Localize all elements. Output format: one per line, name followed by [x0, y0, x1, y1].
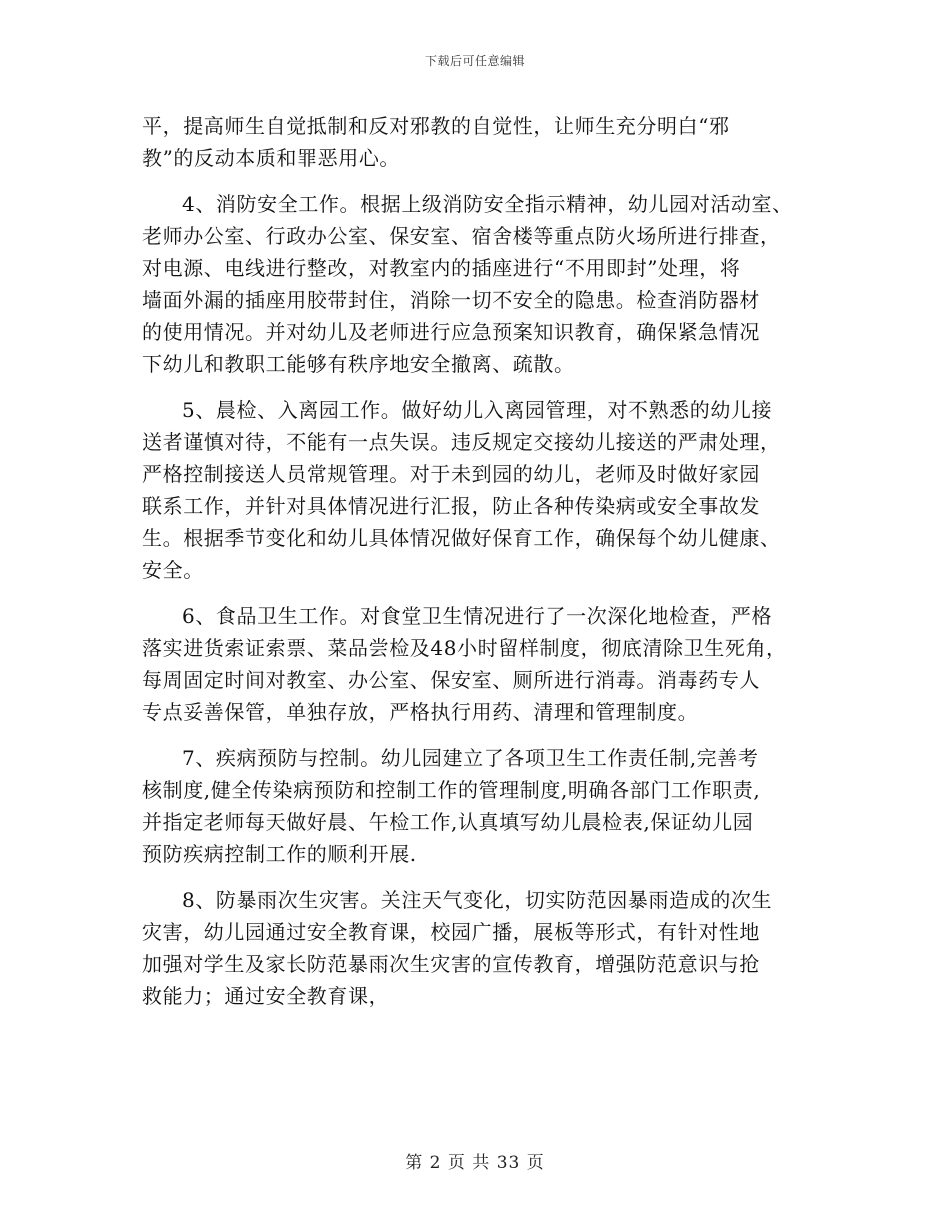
text-line: 4、消防安全工作。根据上级消防安全指示精神，幼儿园对活动室、	[182, 192, 793, 216]
text-line: 灾害，幼儿园通过安全教育课，校园广播，展板等形式，有针对性地	[142, 920, 760, 944]
text-line: 7、疾病预防与控制。幼儿园建立了各项卫生工作责任制,完善考	[182, 746, 759, 770]
text-line: 8、防暴雨次生灾害。关注天气变化，切实防范因暴雨造成的次生	[182, 888, 773, 912]
text-line: 每周固定时间对教室、办公室、保安室、厕所进行消毒。消毒药专人	[142, 668, 760, 692]
text-line: 的使用情况。并对幼儿及老师进行应急预案知识教育，确保紧急情况	[142, 320, 760, 344]
text-line: 下幼儿和教职工能够有秩序地安全撤离、疏散。	[142, 352, 575, 376]
paragraph-food-hygiene	[142, 600, 832, 728]
page-number: 第 2 页 共 33 页	[405, 1153, 545, 1173]
text-line: 并指定老师每天做好晨、午检工作,认真填写幼儿晨检表,保证幼儿园	[142, 810, 754, 834]
page-header: 下载后可任意编辑	[424, 54, 525, 68]
text-line: 加强对学生及家长防范暴雨次生灾害的宣传教育，增强防范意识与抢	[142, 952, 760, 976]
paragraph-morning-check	[142, 394, 832, 586]
text-line: 墙面外漏的插座用胶带封住，消除一切不安全的隐患。检查消防器材	[142, 288, 760, 312]
paragraph-rainstorm	[142, 884, 832, 1012]
text-line: 专点妥善保管，单独存放，严格执行用药、清理和管理制度。	[142, 700, 699, 724]
text-line: 安全。	[142, 558, 204, 582]
text-line: 6、食品卫生工作。对食堂卫生情况进行了一次深化地检查，严格	[182, 604, 773, 628]
paragraph-fire-safety	[142, 188, 832, 380]
text-line: 老师办公室、行政办公室、保安室、宿舍楼等重点防火场所进行排查，	[142, 224, 781, 248]
text-line: 落实进货索证索票、菜品尝检及48小时留样制度，彻底清除卫生死角，	[142, 636, 787, 660]
text-line: 生。根据季节变化和幼儿具体情况做好保育工作，确保每个幼儿健康、	[142, 526, 781, 550]
text-line: 对电源、电线进行整改，对教室内的插座进行“不用即封”处理，将	[142, 256, 741, 280]
text-line: 5、晨检、入离园工作。做好幼儿入离园管理，对不熟悉的幼儿接	[182, 398, 773, 422]
text-line: 送者谨慎对待，不能有一点失误。违反规定交接幼儿接送的严肃处理，	[142, 430, 781, 454]
text-line: 联系工作，并针对具体情况进行汇报，防止各种传染病或安全事故发	[142, 494, 760, 518]
paragraph-disease-prevention	[142, 742, 832, 870]
text-line: 教”的反动本质和罪恶用心。	[142, 146, 401, 170]
text-line: 救能力；通过安全教育课，	[142, 984, 390, 1008]
paragraph-continuation	[142, 110, 832, 174]
body-text	[142, 110, 832, 1012]
text-line: 核制度,健全传染病预防和控制工作的管理制度,明确各部门工作职责,	[142, 778, 761, 802]
text-line: 严格控制接送人员常规管理。对于未到园的幼儿，老师及时做好家园	[142, 462, 760, 486]
text-line: 预防疾病控制工作的顺利开展.	[142, 842, 417, 866]
text-line: 平，提高师生自觉抵制和反对邪教的自觉性，让师生充分明白“邪	[142, 114, 730, 138]
